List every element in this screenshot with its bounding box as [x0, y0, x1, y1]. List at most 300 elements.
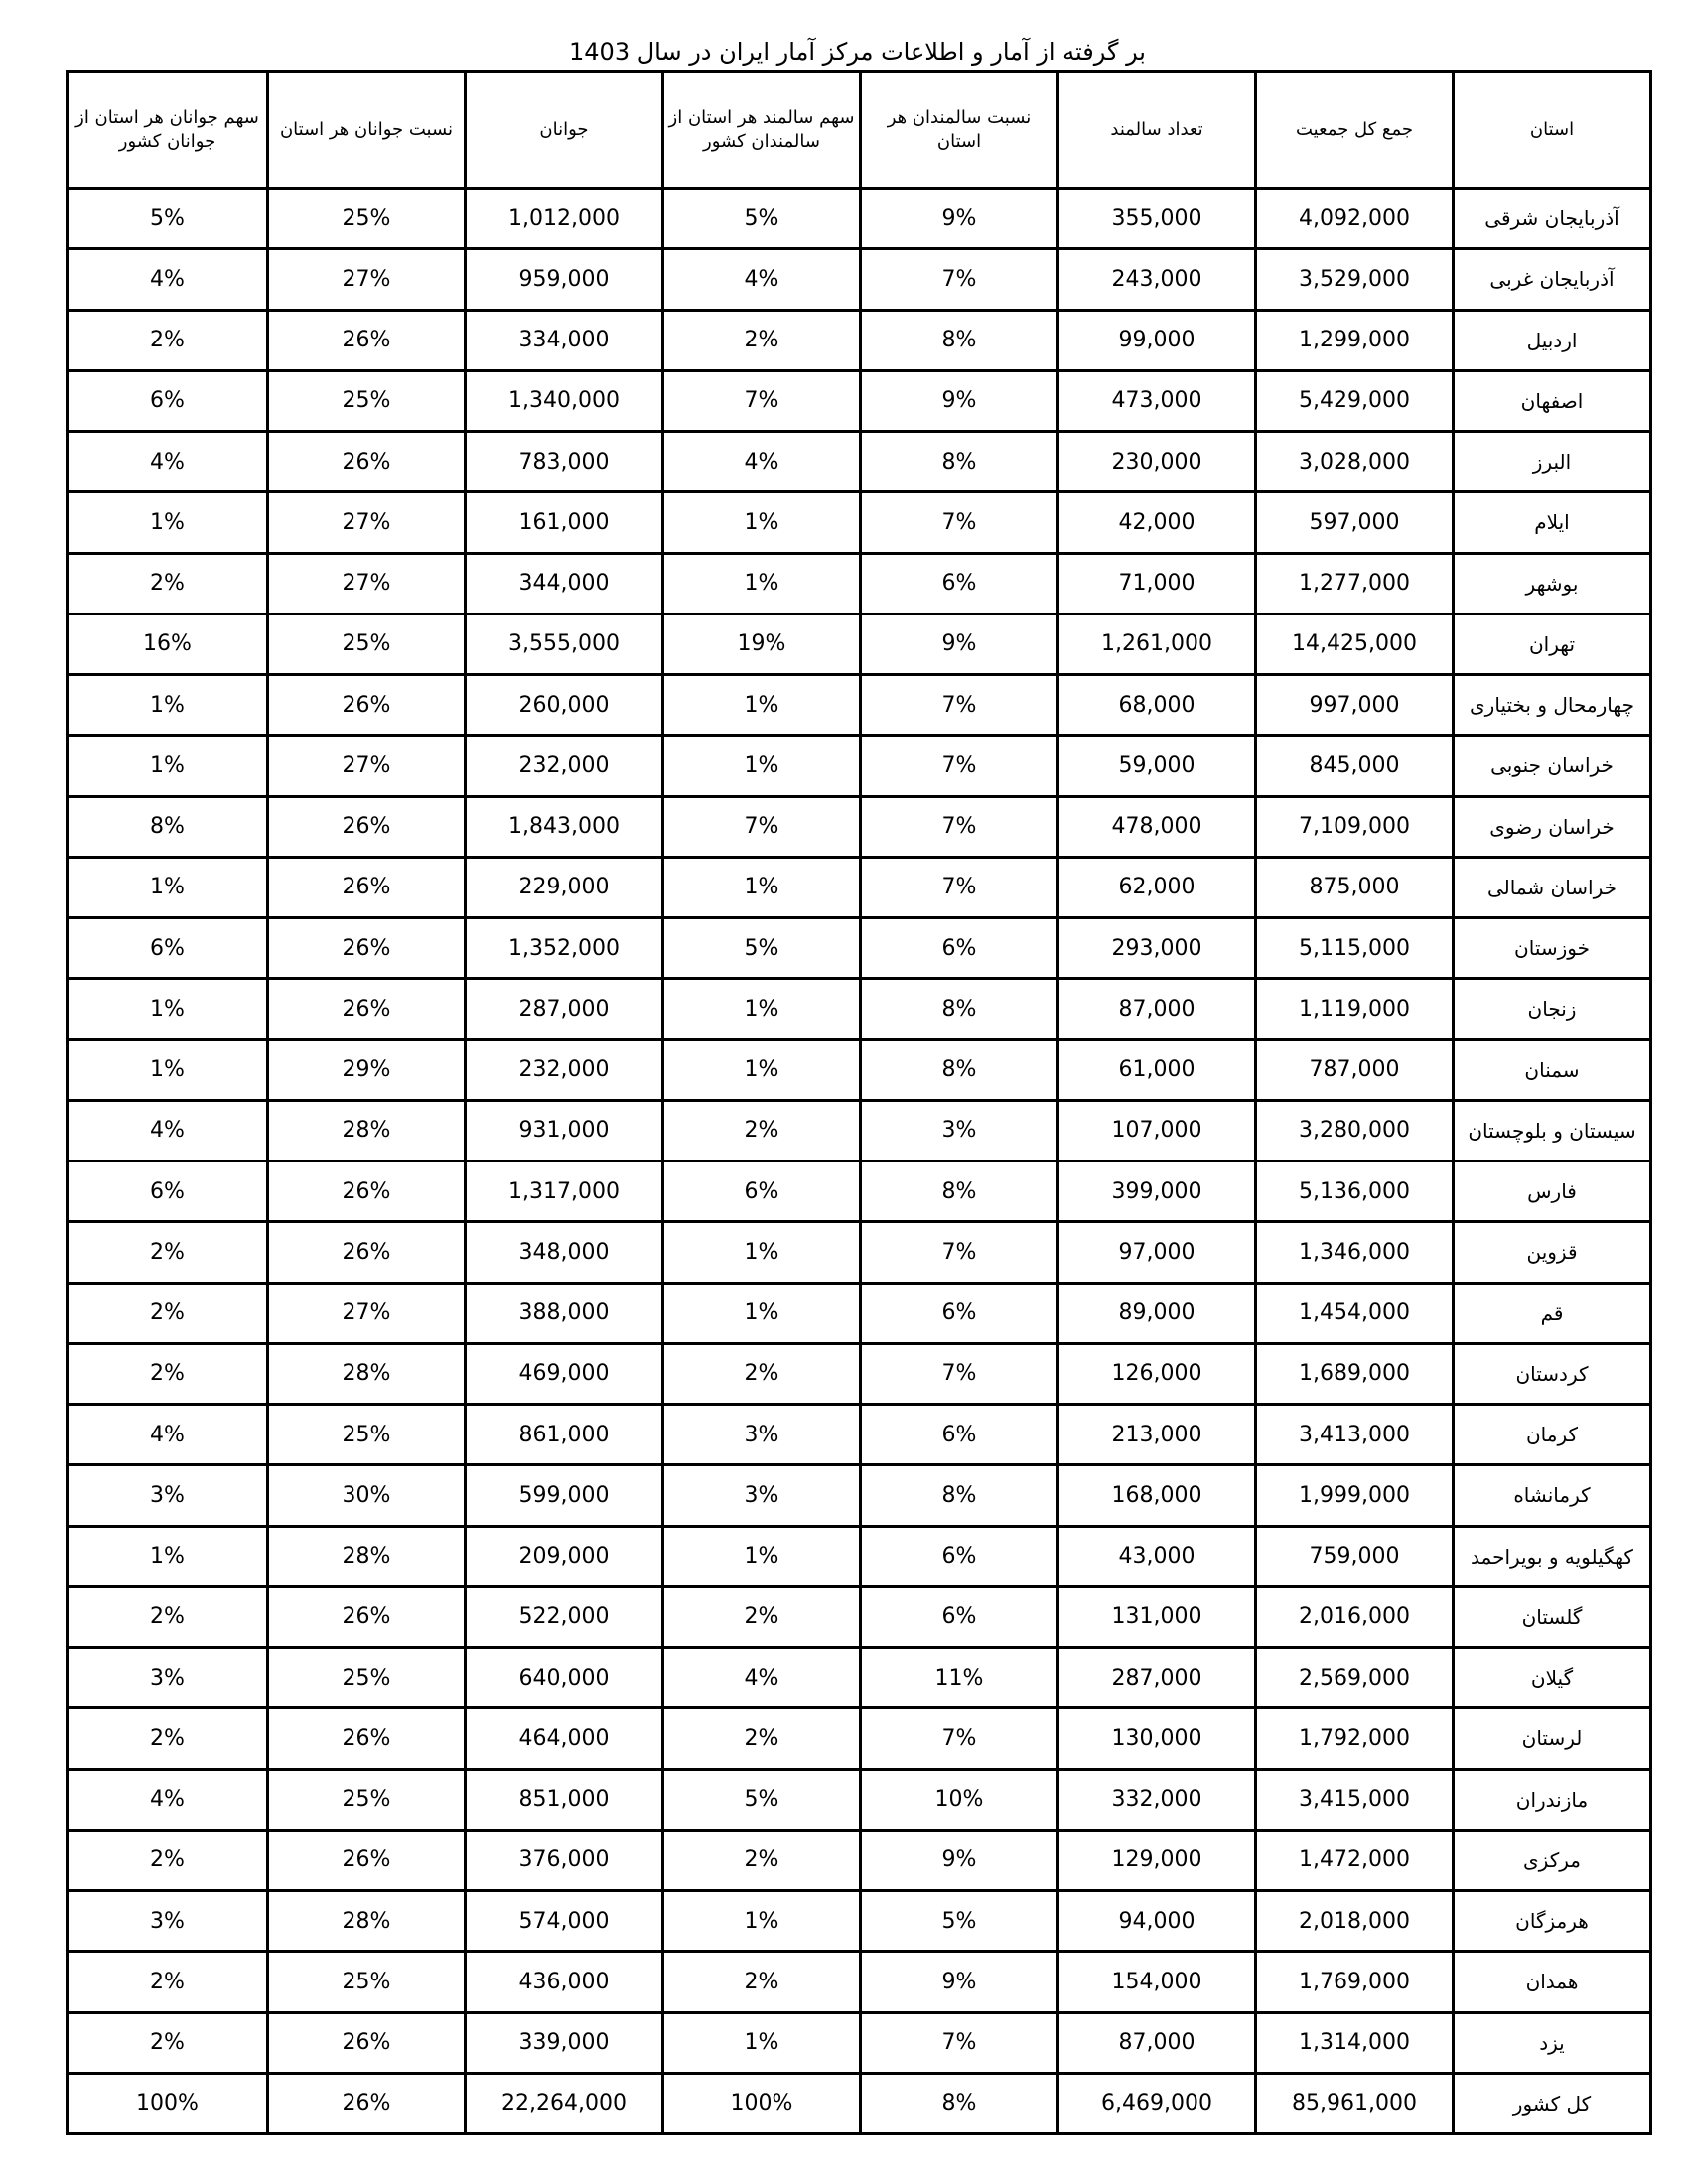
page-title: بر گرفته از آمار و اطلاعات مرکز آمار ایران در سال 1403	[569, 38, 1146, 66]
elderly-ratio-cell	[861, 1222, 1058, 1283]
youth-count-cell	[466, 1586, 663, 1647]
youth-share-cell	[68, 249, 268, 310]
elderly-count-value: 99,000	[1118, 328, 1196, 353]
elderly-ratio-value: 7%	[941, 692, 977, 718]
youth-count-value: 22,264,000	[501, 2091, 627, 2116]
elderly-ratio-value: 11%	[934, 1665, 984, 1691]
total-population-cell	[1256, 310, 1454, 370]
elderly-count-value: 97,000	[1118, 1239, 1196, 1265]
elderly-share-cell	[663, 796, 861, 857]
elderly-count-cell	[1058, 1648, 1256, 1708]
total-population-value: 5,429,000	[1299, 388, 1410, 414]
elderly-count-cell	[1058, 1708, 1256, 1769]
elderly-count-cell	[1058, 1100, 1256, 1160]
table-row	[68, 1405, 1651, 1465]
youth-ratio-value: 27%	[342, 266, 391, 292]
elderly-share-value: 2%	[744, 1847, 779, 1873]
youth-ratio-cell	[268, 918, 466, 979]
total-population-cell	[1256, 796, 1454, 857]
elderly-share-value: 2%	[744, 1604, 779, 1630]
youth-share-value: 6%	[150, 935, 185, 961]
elderly-share-cell	[663, 553, 861, 614]
elderly-share-cell	[663, 310, 861, 370]
elderly-ratio-cell	[861, 1405, 1058, 1465]
youth-share-cell	[68, 1830, 268, 1890]
total-population-value: 1,314,000	[1299, 2030, 1410, 2056]
youth-count-cell	[466, 2073, 663, 2133]
youth-ratio-value: 26%	[342, 1178, 391, 1204]
province-cell: مرکزی	[1454, 1830, 1651, 1890]
elderly-count-cell	[1058, 1830, 1256, 1890]
youth-count-cell	[466, 1769, 663, 1830]
elderly-ratio-value: 9%	[941, 205, 977, 231]
youth-ratio-cell	[268, 1891, 466, 1952]
elderly-share-value: 1%	[744, 875, 779, 900]
youth-share-cell	[68, 310, 268, 370]
elderly-ratio-value: 7%	[941, 1725, 977, 1751]
youth-share-cell	[68, 1161, 268, 1222]
youth-ratio-value: 30%	[342, 1482, 391, 1508]
youth-ratio-value: 26%	[342, 692, 391, 718]
total-population-cell	[1256, 1465, 1454, 1526]
elderly-ratio-value: 9%	[941, 1969, 977, 1994]
youth-share-value: 3%	[150, 1908, 185, 1934]
youth-share-value: 4%	[150, 1422, 185, 1447]
elderly-count-value: 243,000	[1111, 266, 1202, 292]
elderly-share-cell	[663, 1222, 861, 1283]
total-population-value: 597,000	[1309, 509, 1400, 535]
table-row	[68, 310, 1651, 370]
youth-count-cell	[466, 675, 663, 736]
youth-count-cell	[466, 1161, 663, 1222]
youth-ratio-cell	[268, 432, 466, 492]
youth-count-cell	[466, 249, 663, 310]
elderly-ratio-value: 6%	[941, 1604, 977, 1630]
total-population-value: 1,999,000	[1299, 1482, 1410, 1508]
youth-count-value: 161,000	[518, 509, 610, 535]
province-cell: همدان	[1454, 1952, 1651, 2012]
province-cell: بوشهر	[1454, 553, 1651, 614]
elderly-ratio-value: 7%	[941, 1361, 977, 1387]
elderly-count-value: 71,000	[1118, 571, 1196, 597]
province-cell: گلستان	[1454, 1586, 1651, 1647]
elderly-count-cell	[1058, 553, 1256, 614]
youth-count-cell	[466, 553, 663, 614]
elderly-ratio-cell	[861, 1283, 1058, 1343]
elderly-ratio-cell	[861, 675, 1058, 736]
elderly-share-cell	[663, 1405, 861, 1465]
elderly-count-value: 89,000	[1118, 1300, 1196, 1326]
youth-ratio-value: 26%	[342, 2030, 391, 2056]
elderly-share-cell	[663, 249, 861, 310]
elderly-share-cell	[663, 857, 861, 917]
table-row	[68, 1526, 1651, 1586]
elderly-share-value: 2%	[744, 1361, 779, 1387]
province-cell: هرمزگان	[1454, 1891, 1651, 1952]
youth-ratio-value: 27%	[342, 752, 391, 778]
youth-share-cell	[68, 1586, 268, 1647]
total-population-value: 14,425,000	[1292, 631, 1417, 657]
youth-ratio-cell	[268, 1283, 466, 1343]
elderly-ratio-value: 6%	[941, 571, 977, 597]
youth-share-cell	[68, 1648, 268, 1708]
youth-count-cell	[466, 1283, 663, 1343]
elderly-share-value: 2%	[744, 328, 779, 353]
total-population-cell	[1256, 1283, 1454, 1343]
total-population-cell	[1256, 1161, 1454, 1222]
total-population-value: 3,413,000	[1299, 1422, 1410, 1447]
youth-ratio-cell	[268, 2012, 466, 2073]
table-row	[68, 614, 1651, 674]
youth-count-value: 344,000	[518, 571, 610, 597]
elderly-ratio-cell	[861, 979, 1058, 1039]
province-cell: آذربایجان غربی	[1454, 249, 1651, 310]
province-cell: کل کشور	[1454, 2073, 1651, 2133]
elderly-count-cell	[1058, 1891, 1256, 1952]
youth-count-value: 376,000	[518, 1847, 610, 1873]
youth-ratio-cell	[268, 1222, 466, 1283]
youth-share-cell	[68, 1343, 268, 1404]
youth-share-value: 4%	[150, 1787, 185, 1813]
elderly-count-cell	[1058, 432, 1256, 492]
province-cell: فارس	[1454, 1161, 1651, 1222]
youth-ratio-cell	[268, 1405, 466, 1465]
youth-share-cell	[68, 796, 268, 857]
table-row	[68, 1343, 1651, 1404]
total-population-value: 787,000	[1309, 1057, 1400, 1083]
elderly-count-value: 332,000	[1111, 1787, 1202, 1813]
elderly-ratio-cell	[861, 1708, 1058, 1769]
elderly-ratio-value: 3%	[941, 1118, 977, 1144]
youth-count-cell	[466, 857, 663, 917]
table-row	[68, 1039, 1651, 1100]
youth-ratio-cell	[268, 2073, 466, 2133]
youth-count-value: 464,000	[518, 1725, 610, 1751]
elderly-count-value: 43,000	[1118, 1544, 1196, 1570]
column-header-elderly-ratio: نسبت سالمندان هر استان	[861, 72, 1058, 189]
table-total-row	[68, 2073, 1651, 2133]
elderly-share-cell	[663, 492, 861, 553]
youth-ratio-value: 28%	[342, 1118, 391, 1144]
province-cell: کهگیلویه و بویراحمد	[1454, 1526, 1651, 1586]
youth-share-cell	[68, 1891, 268, 1952]
table-row	[68, 1100, 1651, 1160]
elderly-ratio-value: 9%	[941, 1847, 977, 1873]
total-population-value: 5,115,000	[1299, 935, 1410, 961]
elderly-share-cell	[663, 1952, 861, 2012]
province-cell: آذربایجان شرقی	[1454, 189, 1651, 249]
elderly-ratio-cell	[861, 1465, 1058, 1526]
elderly-ratio-cell	[861, 1039, 1058, 1100]
column-header-total-population: جمع کل جمعیت	[1256, 72, 1454, 189]
elderly-share-value: 19%	[737, 631, 786, 657]
elderly-ratio-cell	[861, 1952, 1058, 2012]
total-population-value: 1,792,000	[1299, 1725, 1410, 1751]
elderly-count-cell	[1058, 1405, 1256, 1465]
youth-share-value: 1%	[150, 875, 185, 900]
elderly-share-cell	[663, 189, 861, 249]
elderly-ratio-value: 10%	[934, 1787, 984, 1813]
youth-ratio-value: 25%	[342, 1969, 391, 1994]
column-header-elderly-count: تعداد سالمند	[1058, 72, 1256, 189]
elderly-ratio-value: 8%	[941, 1178, 977, 1204]
total-population-value: 85,961,000	[1292, 2091, 1417, 2116]
youth-count-cell	[466, 1952, 663, 2012]
youth-share-cell	[68, 2073, 268, 2133]
elderly-count-value: 87,000	[1118, 2030, 1196, 2056]
elderly-ratio-cell	[861, 432, 1058, 492]
table-row	[68, 2012, 1651, 2073]
elderly-count-value: 42,000	[1118, 509, 1196, 535]
elderly-count-cell	[1058, 918, 1256, 979]
youth-count-cell	[466, 189, 663, 249]
youth-share-value: 8%	[150, 814, 185, 840]
table-row	[68, 189, 1651, 249]
elderly-share-cell	[663, 1100, 861, 1160]
elderly-ratio-cell	[861, 189, 1058, 249]
youth-ratio-cell	[268, 1526, 466, 1586]
elderly-share-value: 2%	[744, 1969, 779, 1994]
youth-share-value: 4%	[150, 449, 185, 475]
youth-ratio-cell	[268, 614, 466, 674]
youth-ratio-value: 26%	[342, 1239, 391, 1265]
total-population-cell	[1256, 370, 1454, 431]
youth-count-cell	[466, 1708, 663, 1769]
youth-count-cell	[466, 1343, 663, 1404]
youth-share-cell	[68, 492, 268, 553]
elderly-share-cell	[663, 918, 861, 979]
total-population-cell	[1256, 1405, 1454, 1465]
youth-count-value: 232,000	[518, 1057, 610, 1083]
youth-ratio-cell	[268, 492, 466, 553]
youth-count-cell	[466, 979, 663, 1039]
elderly-share-value: 1%	[744, 1908, 779, 1934]
elderly-share-value: 5%	[744, 1787, 779, 1813]
youth-share-cell	[68, 189, 268, 249]
youth-count-value: 861,000	[518, 1422, 610, 1447]
province-cell: البرز	[1454, 432, 1651, 492]
province-cell: مازندران	[1454, 1769, 1651, 1830]
elderly-count-value: 355,000	[1111, 205, 1202, 231]
youth-ratio-value: 27%	[342, 571, 391, 597]
elderly-ratio-cell	[861, 1891, 1058, 1952]
total-population-value: 3,529,000	[1299, 266, 1410, 292]
elderly-share-value: 2%	[744, 1725, 779, 1751]
youth-ratio-value: 26%	[342, 814, 391, 840]
youth-share-cell	[68, 370, 268, 431]
total-population-value: 1,277,000	[1299, 571, 1410, 597]
youth-share-value: 2%	[150, 1604, 185, 1630]
youth-share-value: 3%	[150, 1482, 185, 1508]
youth-share-value: 1%	[150, 752, 185, 778]
table-row	[68, 857, 1651, 917]
elderly-ratio-value: 9%	[941, 388, 977, 414]
youth-share-value: 2%	[150, 1969, 185, 1994]
elderly-ratio-cell	[861, 614, 1058, 674]
youth-count-value: 783,000	[518, 449, 610, 475]
youth-share-cell	[68, 918, 268, 979]
youth-share-cell	[68, 736, 268, 796]
elderly-count-cell	[1058, 614, 1256, 674]
elderly-share-cell	[663, 979, 861, 1039]
youth-share-value: 2%	[150, 328, 185, 353]
elderly-ratio-cell	[861, 1586, 1058, 1647]
elderly-count-value: 107,000	[1111, 1118, 1202, 1144]
elderly-ratio-value: 6%	[941, 1544, 977, 1570]
table-row	[68, 1586, 1651, 1647]
elderly-share-value: 7%	[744, 388, 779, 414]
table-row	[68, 553, 1651, 614]
province-cell: گیلان	[1454, 1648, 1651, 1708]
youth-ratio-value: 29%	[342, 1057, 391, 1083]
youth-share-value: 5%	[150, 205, 185, 231]
elderly-count-cell	[1058, 1769, 1256, 1830]
elderly-share-value: 7%	[744, 814, 779, 840]
elderly-share-value: 5%	[744, 205, 779, 231]
table-row	[68, 492, 1651, 553]
youth-count-cell	[466, 310, 663, 370]
elderly-share-cell	[663, 1526, 861, 1586]
elderly-ratio-cell	[861, 370, 1058, 431]
elderly-count-cell	[1058, 1039, 1256, 1100]
youth-ratio-value: 26%	[342, 328, 391, 353]
elderly-share-cell	[663, 2012, 861, 2073]
youth-share-cell	[68, 1283, 268, 1343]
youth-share-cell	[68, 1708, 268, 1769]
elderly-ratio-cell	[861, 553, 1058, 614]
table-row	[68, 432, 1651, 492]
youth-ratio-cell	[268, 1100, 466, 1160]
elderly-ratio-value: 8%	[941, 1057, 977, 1083]
table-row	[68, 1830, 1651, 1890]
elderly-share-cell	[663, 1343, 861, 1404]
province-cell: اصفهان	[1454, 370, 1651, 431]
province-cell: خراسان رضوی	[1454, 796, 1651, 857]
youth-count-cell	[466, 1648, 663, 1708]
youth-ratio-cell	[268, 1830, 466, 1890]
total-population-value: 3,280,000	[1299, 1118, 1410, 1144]
youth-share-value: 2%	[150, 1300, 185, 1326]
youth-ratio-cell	[268, 249, 466, 310]
youth-count-value: 1,843,000	[508, 814, 620, 840]
youth-share-cell	[68, 1952, 268, 2012]
elderly-ratio-value: 7%	[941, 1239, 977, 1265]
elderly-count-value: 61,000	[1118, 1057, 1196, 1083]
youth-count-value: 1,340,000	[508, 388, 620, 414]
youth-count-value: 334,000	[518, 328, 610, 353]
elderly-ratio-cell	[861, 857, 1058, 917]
elderly-count-value: 154,000	[1111, 1969, 1202, 1994]
youth-share-value: 2%	[150, 1239, 185, 1265]
elderly-share-value: 3%	[744, 1482, 779, 1508]
total-population-value: 7,109,000	[1299, 814, 1410, 840]
total-population-value: 845,000	[1309, 752, 1400, 778]
youth-count-cell	[466, 1222, 663, 1283]
total-population-value: 1,472,000	[1299, 1847, 1410, 1873]
column-header-youth-count: جوانان	[466, 72, 663, 189]
elderly-share-value: 5%	[744, 935, 779, 961]
elderly-share-value: 1%	[744, 996, 779, 1022]
elderly-ratio-value: 7%	[941, 509, 977, 535]
youth-ratio-cell	[268, 857, 466, 917]
elderly-share-value: 1%	[744, 1239, 779, 1265]
total-population-cell	[1256, 1830, 1454, 1890]
youth-share-value: 16%	[143, 631, 192, 657]
total-population-value: 3,028,000	[1299, 449, 1410, 475]
total-population-cell	[1256, 1039, 1454, 1100]
youth-count-cell	[466, 736, 663, 796]
elderly-count-value: 293,000	[1111, 935, 1202, 961]
total-population-cell	[1256, 1222, 1454, 1283]
youth-count-cell	[466, 1830, 663, 1890]
youth-share-cell	[68, 979, 268, 1039]
elderly-count-value: 478,000	[1111, 814, 1202, 840]
elderly-share-value: 1%	[744, 2030, 779, 2056]
youth-ratio-cell	[268, 1708, 466, 1769]
youth-share-cell	[68, 857, 268, 917]
table-row	[68, 979, 1651, 1039]
elderly-count-value: 168,000	[1111, 1482, 1202, 1508]
table-header-row	[68, 72, 1651, 189]
youth-count-value: 469,000	[518, 1361, 610, 1387]
youth-ratio-cell	[268, 1586, 466, 1647]
elderly-share-value: 1%	[744, 1057, 779, 1083]
elderly-share-value: 4%	[744, 449, 779, 475]
province-cell: کردستان	[1454, 1343, 1651, 1404]
elderly-count-value: 1,261,000	[1101, 631, 1212, 657]
total-population-value: 875,000	[1309, 875, 1400, 900]
elderly-share-value: 2%	[744, 1118, 779, 1144]
youth-share-value: 2%	[150, 1847, 185, 1873]
elderly-count-cell	[1058, 675, 1256, 736]
elderly-ratio-value: 8%	[941, 996, 977, 1022]
youth-share-value: 2%	[150, 571, 185, 597]
youth-share-value: 3%	[150, 1665, 185, 1691]
elderly-count-value: 473,000	[1111, 388, 1202, 414]
elderly-share-value: 1%	[744, 1300, 779, 1326]
total-population-cell	[1256, 1952, 1454, 2012]
province-cell: سمنان	[1454, 1039, 1651, 1100]
youth-ratio-value: 26%	[342, 875, 391, 900]
elderly-count-value: 94,000	[1118, 1908, 1196, 1934]
elderly-share-cell	[663, 614, 861, 674]
elderly-share-value: 1%	[744, 752, 779, 778]
elderly-count-cell	[1058, 1586, 1256, 1647]
elderly-count-value: 62,000	[1118, 875, 1196, 900]
elderly-share-value: 1%	[744, 692, 779, 718]
table-row	[68, 1465, 1651, 1526]
province-cell: سیستان و بلوچستان	[1454, 1100, 1651, 1160]
province-cell: لرستان	[1454, 1708, 1651, 1769]
total-population-cell	[1256, 2012, 1454, 2073]
elderly-count-cell	[1058, 736, 1256, 796]
youth-count-cell	[466, 370, 663, 431]
table-row	[68, 370, 1651, 431]
elderly-count-cell	[1058, 492, 1256, 553]
province-cell: ایلام	[1454, 492, 1651, 553]
total-population-cell	[1256, 492, 1454, 553]
total-population-value: 1,769,000	[1299, 1969, 1410, 1994]
elderly-share-value: 1%	[744, 1544, 779, 1570]
province-cell: کرمانشاه	[1454, 1465, 1651, 1526]
elderly-ratio-cell	[861, 1100, 1058, 1160]
column-header-youth-share: سهم جوانان هر استان از جوانان کشور	[68, 72, 268, 189]
youth-ratio-cell	[268, 310, 466, 370]
elderly-count-value: 87,000	[1118, 996, 1196, 1022]
total-population-cell	[1256, 614, 1454, 674]
youth-share-value: 4%	[150, 266, 185, 292]
elderly-count-cell	[1058, 1161, 1256, 1222]
